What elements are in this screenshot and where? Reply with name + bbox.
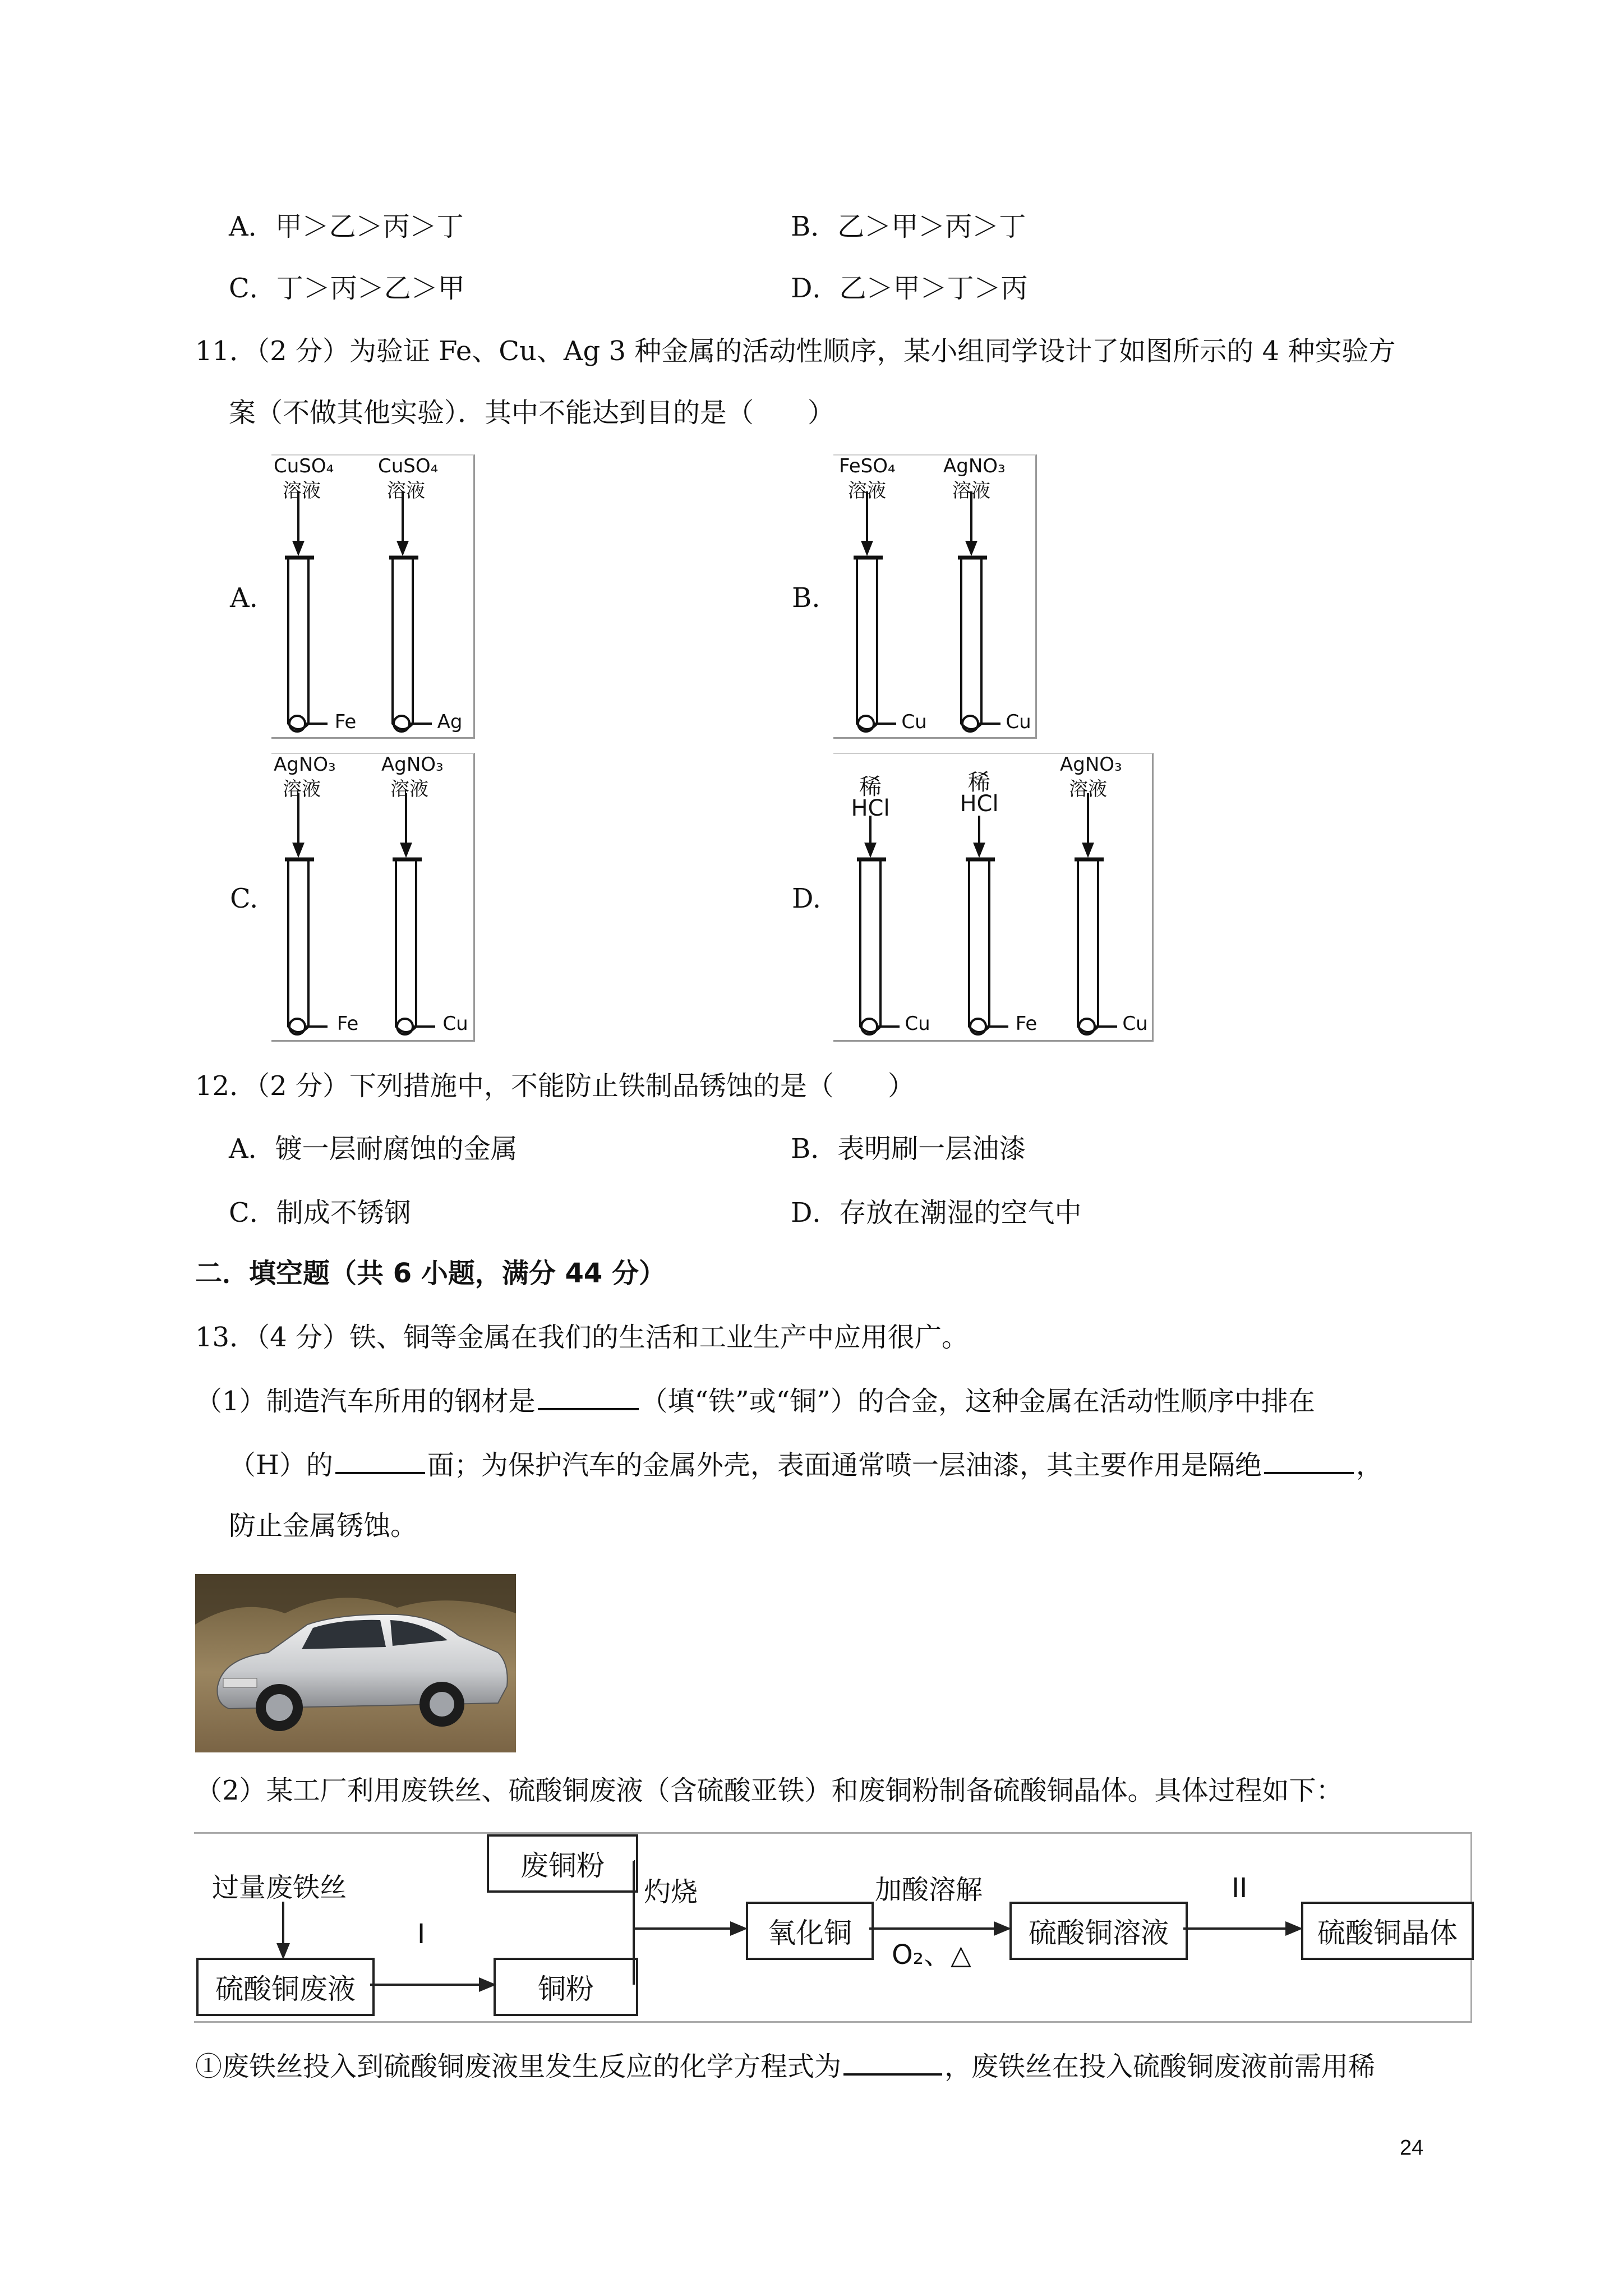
q13-part3-line1: ①废铁丝投入到硫酸铜废液里发生反应的化学方程式为 ，废铁丝在投入硫酸铜废液前需用稀	[195, 2047, 1375, 2083]
tube-c2-metal: Cu	[442, 1013, 468, 1035]
q12-stem: 12．（2 分）下列措施中，不能防止铁制品锈蚀的是（ ）	[195, 1070, 915, 1102]
answer-blank[interactable]	[843, 2047, 942, 2076]
q10-option-c: C．丁＞丙＞乙＞甲	[229, 273, 465, 304]
tube-a2-metal: Ag	[437, 711, 463, 733]
flow-cuso4-solution: 硫酸铜溶液	[1009, 1902, 1188, 1960]
tube-b1-metal: Cu	[901, 711, 927, 733]
q10-option-d: D．乙＞甲＞丁＞丙	[791, 273, 1028, 304]
q13-part1-line2: （H）的 面；为保护汽车的金属外壳，表面通常喷一层油漆，其主要作用是隔绝 ，	[229, 1446, 1383, 1482]
q12-option-b: B．表明刷一层油漆	[791, 1133, 1026, 1165]
tube-a1-reagent: CuSO₄	[274, 455, 334, 477]
flow-waste-copper: 废铜粉	[487, 1834, 638, 1893]
flow-copper-oxide: 氧化铜	[746, 1902, 874, 1960]
car-photo	[195, 1574, 516, 1752]
q13-part1-line1: （1）制造汽车所用的钢材是 （填“铁”或“铜”）的合金，这种金属在活动性顺序中排在	[195, 1382, 1315, 1418]
q11-option-a-letter: A.	[230, 582, 258, 614]
tube-b1-solution: 溶液	[848, 480, 886, 502]
flow-step1-label: I	[417, 1918, 426, 1950]
q11-stem-line1: 11．（2 分）为验证 Fe、Cu、Ag 3 种金属的活动性顺序，某小组同学设计了如图所示的 4 种实验方	[195, 335, 1396, 367]
answer-blank[interactable]	[538, 1382, 639, 1410]
tube-d3-reagent: AgNO₃	[1060, 753, 1122, 776]
q13-part1-line3: 防止金属锈蚀。	[229, 1510, 418, 1542]
flow-acid-dissolve-label: 加酸溶解	[875, 1874, 983, 1906]
tube-d2-reagent: 稀HCl	[960, 770, 999, 817]
tube-b2-reagent: AgNO₃	[943, 455, 1006, 477]
q10-option-a: A．甲＞乙＞丙＞丁	[229, 211, 464, 242]
q13-stem: 13．（4 分）铁、铜等金属在我们的生活和工业生产中应用很广。	[195, 1322, 969, 1353]
tube-c2-solution: 溶液	[390, 778, 428, 800]
tube-d2-metal: Fe	[1015, 1013, 1038, 1035]
answer-blank[interactable]	[1264, 1446, 1354, 1474]
tube-a1-metal: Fe	[334, 711, 357, 733]
tube-a1-solution: 溶液	[283, 480, 321, 502]
tube-b2-solution: 溶液	[952, 480, 990, 502]
flow-cuso4-crystal: 硫酸铜晶体	[1301, 1902, 1474, 1960]
tube-c1-metal: Fe	[336, 1013, 359, 1035]
flow-burn-label: 灼烧	[644, 1876, 698, 1908]
tube-c2-reagent: AgNO₃	[381, 753, 444, 776]
tube-c1-solution: 溶液	[283, 778, 321, 800]
flow-waste-liquid: 硫酸铜废液	[196, 1958, 375, 2016]
q11-option-b-letter: B.	[792, 582, 820, 614]
tube-c1-reagent: AgNO₃	[274, 753, 336, 776]
flowchart-arrows	[191, 1829, 1475, 2022]
q10-option-b: B．乙＞甲＞丙＞丁	[791, 211, 1026, 242]
q12-option-d: D．存放在潮湿的空气中	[791, 1197, 1082, 1228]
section-heading: 二．填空题（共 6 小题，满分 44 分）	[195, 1258, 666, 1289]
answer-blank[interactable]	[335, 1446, 425, 1474]
tube-a2-reagent: CuSO₄	[378, 455, 439, 477]
q13-part2: （2）某工厂利用废铁丝、硫酸铜废液（含硫酸亚铁）和废铜粉制备硫酸铜晶体。具体过程如下：	[195, 1775, 1343, 1806]
tube-b2-metal: Cu	[1006, 711, 1031, 733]
flow-excess-iron: 过量废铁丝	[212, 1872, 347, 1903]
page-number: 24	[1400, 2136, 1424, 2160]
tube-a2-solution: 溶液	[387, 480, 425, 502]
q11-stem-line2: 案（不做其他实验）．其中不能达到目的是（ ）	[229, 397, 835, 429]
q12-option-c: C．制成不锈钢	[229, 1197, 411, 1228]
q11-option-d-letter: D.	[792, 883, 822, 914]
flow-copper-powder: 铜粉	[494, 1958, 638, 2016]
tube-d1-reagent: 稀HCl	[851, 774, 890, 821]
tube-b1-reagent: FeSO₄	[839, 455, 896, 477]
q11-option-c-letter: C.	[230, 883, 259, 914]
tube-d3-solution: 溶液	[1069, 778, 1107, 800]
car-image	[195, 1574, 516, 1752]
tube-d1-metal: Cu	[905, 1013, 930, 1035]
tube-d3-metal: Cu	[1122, 1013, 1148, 1035]
flow-step2-label: II	[1232, 1872, 1248, 1904]
flow-conditions-label: O₂、△	[892, 1939, 971, 1971]
q12-option-a: A．镀一层耐腐蚀的金属	[229, 1133, 518, 1165]
